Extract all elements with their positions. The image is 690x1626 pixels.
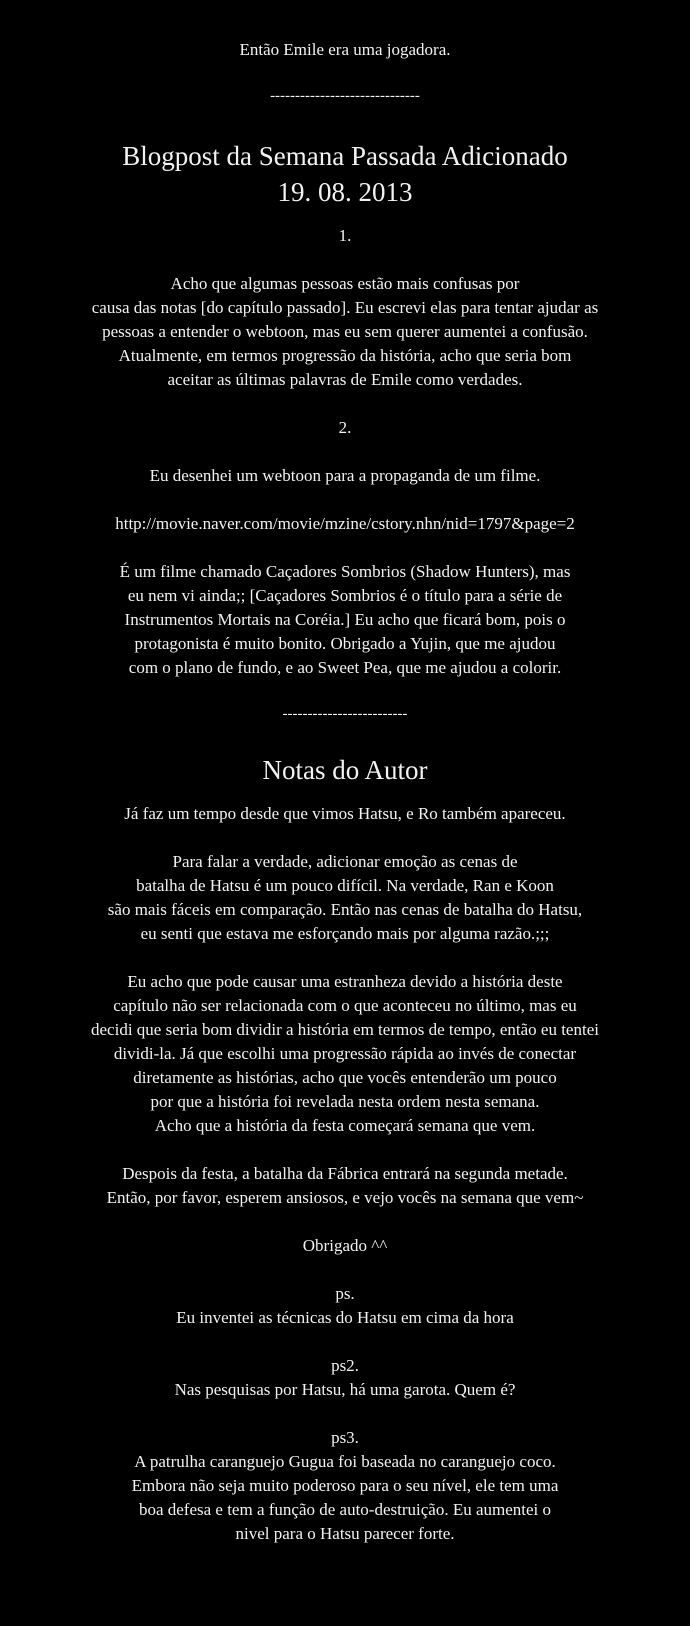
divider: ------------------------------ bbox=[270, 88, 420, 104]
notes-paragraph-1: Já faz um tempo desde que vimos Hatsu, e Ro também apareceu. bbox=[124, 804, 566, 823]
blogpost-title: Blogpost da Semana Passada Adicionado bbox=[122, 141, 568, 171]
ps2-label: ps2. bbox=[331, 1356, 359, 1375]
ps3-text: A patrulha caranguejo Gugua foi baseada no caranguejo coco. Embora não seja muito poderoso para o seu nível, ele tem uma boa defesa e tem a função de auto-destruição. Eu aumentei o nivel para o Hatsu parecer forte. bbox=[131, 1452, 559, 1543]
ps1-text: Eu inventei as técnicas do Hatsu em cima da hora bbox=[176, 1308, 514, 1327]
translation-notes-page bbox=[0, 36, 690, 1546]
blogpost-paragraph-2: Eu desenhei um webtoon para a propaganda de um filme. bbox=[149, 466, 541, 485]
blogpost-date: 19. 08. 2013 bbox=[277, 177, 413, 207]
author-notes-section bbox=[0, 752, 690, 1546]
item-number-1: 1. bbox=[338, 226, 352, 245]
ps2-text: Nas pesquisas por Hatsu, há uma garota. Quem é? bbox=[174, 1380, 516, 1399]
notes-paragraph-2: Para falar a verdade, adicionar emoção as cenas de batalha de Hatsu é um pouco difícil. Na verdade, Ran e Koon são mais fáceis em comparação. Então nas cenas de batalha do Hatsu, eu senti que estava me esforçando mais por alguma razão.;;; bbox=[107, 852, 583, 943]
movie-link: http://movie.naver.com/movie/mzine/cstory.nhn/nid=1797&page=2 bbox=[115, 514, 575, 533]
divider: ------------------------- bbox=[282, 706, 408, 722]
blogpost-paragraph-3: É um filme chamado Caçadores Sombrios (Shadow Hunters), mas eu nem vi ainda;; [Caçadores Sombrios é o título para a série de Instrumentos Mortais na Coréia.] Eu acho que ficará bom, pois o protagonista é muito bonito. Obrigado a Yujin, que me ajudou com o plano de fundo, e ao Sweet Pea, que me ajudou a colorir. bbox=[119, 562, 571, 677]
item-number-2: 2. bbox=[338, 418, 352, 437]
blogpost-section bbox=[0, 138, 690, 680]
notes-paragraph-3: Eu acho que pode causar uma estranheza devido a história deste capítulo não ser relacionada com o que aconteceu no último, mas eu decidi que seria bom dividir a história em termos de tempo, então eu tentei dividi-la. Já que escolhi uma progressão rápida ao invés de conectar diretamente as histórias, acho que vocês entenderão um pouco por que a história foi revelada nesta ordem nesta semana. Acho que a história da festa começará semana que vem. bbox=[91, 972, 599, 1135]
thanks-line: Obrigado ^^ bbox=[302, 1236, 388, 1255]
blogpost-paragraph-1: Acho que algumas pessoas estão mais confusas por causa das notas [do capítulo passado]. Eu escrevi elas para tentar ajudar as pessoas a entender o webtoon, mas eu sem querer aumentei a confusão. Atualmente, em termos progressão da história, acho que seria bom aceitar as últimas palavras de Emile como verdades. bbox=[91, 274, 599, 389]
ps1-label: ps. bbox=[335, 1284, 355, 1303]
author-notes-title: Notas do Autor bbox=[262, 755, 428, 785]
notes-paragraph-4: Despois da festa, a batalha da Fábrica entrará na segunda metade. Então, por favor, esperem ansiosos, e vejo vocês na semana que vem~ bbox=[106, 1164, 584, 1207]
ps3-label: ps3. bbox=[331, 1428, 359, 1447]
intro-line: Então Emile era uma jogadora. bbox=[239, 40, 451, 59]
